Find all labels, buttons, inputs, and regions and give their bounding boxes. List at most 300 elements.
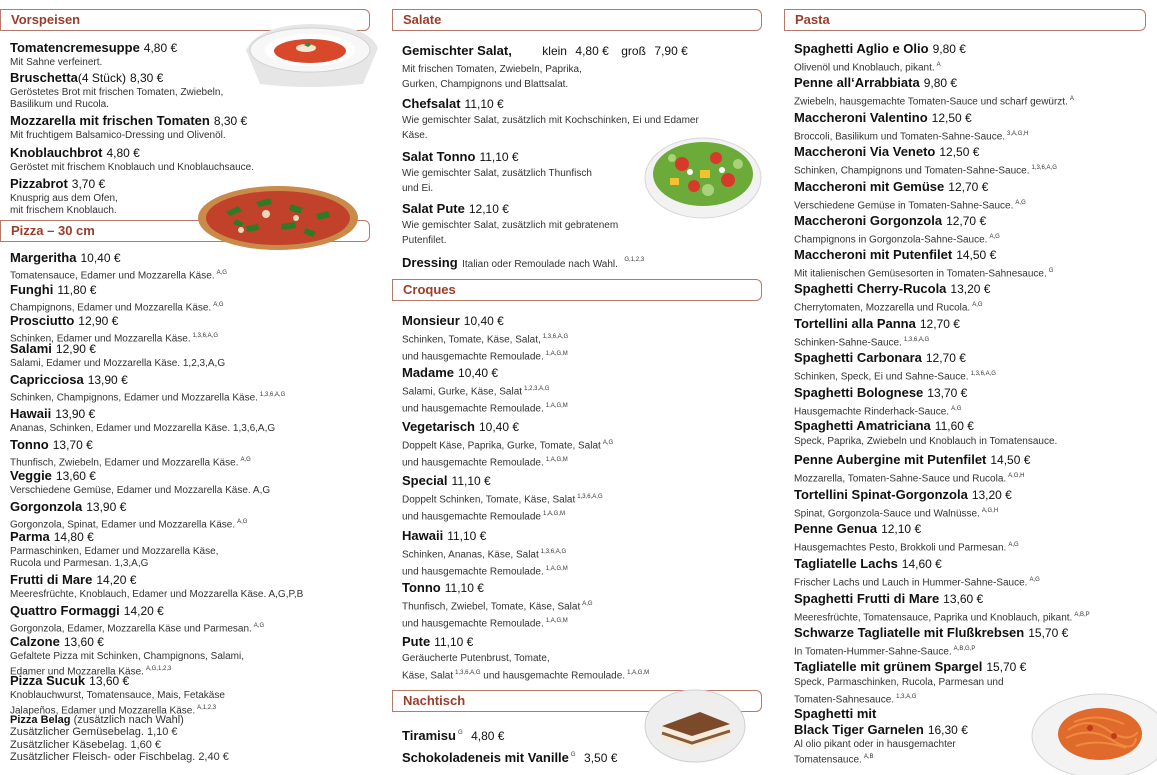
item-allergens: A,G xyxy=(951,406,962,412)
item-heading xyxy=(794,246,1053,264)
menu-item-tortellini-alla-panna xyxy=(794,315,960,350)
item-allergens: 1,A,G,M xyxy=(545,457,568,464)
item-heading xyxy=(402,364,568,382)
item-description: Verschiedene Gemüse in Tomaten-Sahne-Sauce. xyxy=(794,200,1014,212)
item-heading xyxy=(402,472,603,490)
item-heading xyxy=(794,384,967,402)
item-name: Tagliatelle mit grünem Spargel xyxy=(794,659,983,674)
item-name: Frutti di Mare xyxy=(10,572,93,587)
item-heading xyxy=(402,200,618,218)
item-heading xyxy=(794,280,990,298)
item-price: 13,20 € xyxy=(971,488,1012,502)
item-description: Ananas, Schinken, Edamer und Mozzarella Käse. 1,3,6,A,G xyxy=(10,423,276,434)
item-price-small: 4,80 € xyxy=(575,44,609,58)
item-description-block xyxy=(10,162,254,174)
item-price: 12,10 € xyxy=(881,522,922,536)
column-right xyxy=(784,0,1157,775)
item-description: Wie gemischter Salat, zusätzlich mit Kochschinken, Ei und Edamer xyxy=(402,115,699,126)
item-name: Margeritha xyxy=(10,250,77,265)
item-name: Penne Aubergine mit Putenfilet xyxy=(794,452,987,467)
item-description: und hausgemachte Remoulade. xyxy=(402,566,544,578)
menu-item-bruschetta xyxy=(10,69,223,111)
item-name: Spaghetti Bolognese xyxy=(794,385,924,400)
item-price: 13,90 € xyxy=(55,407,96,421)
item-size-small: klein xyxy=(542,44,567,58)
item-description: Salami, Edamer und Mozzarella Käse. 1,2,3,A,G xyxy=(10,358,226,369)
section-header-vorspeisen: Vorspeisen xyxy=(0,9,370,31)
item-description-block xyxy=(10,423,275,435)
item-description-block xyxy=(402,166,592,196)
item-allergens: A,G xyxy=(1029,577,1040,583)
item-description-block xyxy=(10,389,285,404)
item-description: Champignons, Edamer und Mozzarella Käse. xyxy=(10,302,212,314)
item-description: Hausgemachte Rinderhack-Sauce. xyxy=(794,406,950,418)
menu-item-croque-pute xyxy=(402,633,649,683)
item-name: Pute xyxy=(402,634,431,649)
item-description-block xyxy=(794,367,996,384)
item-heading xyxy=(10,312,218,330)
item-description: und hausgemachte Remoulade. xyxy=(402,457,544,469)
item-heading xyxy=(10,571,303,589)
item-description: Gorgonzola, Spinat, Edamer und Mozzarella Käse. xyxy=(10,519,236,531)
item-name: Spaghetti Amatriciana xyxy=(794,418,931,433)
item-description: und hausgemachte Remoulade. xyxy=(402,351,544,363)
item-name: Hawaii xyxy=(402,528,444,543)
item-description: Parmaschinken, Edamer und Mozzarella Käse, xyxy=(10,546,219,557)
item-name: Monsieur xyxy=(402,313,460,328)
menu-item-croque-hawaii xyxy=(402,527,568,580)
item-description: Schinken, Ananas, Käse, Salat xyxy=(402,549,539,561)
item-price: 15,70 € xyxy=(1028,626,1069,640)
item-description-block xyxy=(402,545,568,580)
item-allergens: A,G xyxy=(1008,542,1019,548)
item-price: 11,10 € xyxy=(451,474,491,488)
item-price: 13,20 € xyxy=(950,282,991,296)
item-name: Hawaii xyxy=(10,406,52,421)
item-price: 13,60 € xyxy=(63,635,104,649)
item-heading xyxy=(10,467,270,485)
item-price: 10,40 € xyxy=(479,420,520,434)
item-name: Calzone xyxy=(10,634,60,649)
section-header-pasta: Pasta xyxy=(784,9,1146,31)
item-name: Tagliatelle Lachs xyxy=(794,556,898,571)
item-heading xyxy=(10,405,275,423)
item-description-block xyxy=(794,230,1000,247)
item-description: Knoblauchwurst, Tomatensauce, Mais, Fetakäse xyxy=(10,690,225,701)
menu-item-quattro-formaggi xyxy=(10,602,264,635)
item-allergens: 1,3,6,A,G xyxy=(577,494,603,500)
item-description-block xyxy=(402,218,618,248)
item-price: 12,90 € xyxy=(55,342,96,356)
item-allergens: 1,A,G,M xyxy=(542,511,565,518)
item-heading xyxy=(402,579,593,597)
item-price: 12,50 € xyxy=(939,145,980,159)
item-heading xyxy=(794,486,1012,504)
item-price: 11,10 € xyxy=(464,97,504,111)
item-description: Olivenöl und Knoblauch, pikant. xyxy=(794,62,935,74)
item-description: und hausgemachte Remoulade. xyxy=(483,670,626,682)
menu-item-schokoladeneis xyxy=(402,749,617,767)
item-name: Tonno xyxy=(402,580,441,595)
item-description: Cherrytomaten, Mozzarella und Rucola. xyxy=(794,302,971,314)
item-price: 14,50 € xyxy=(956,248,997,262)
item-heading xyxy=(794,178,1026,196)
item-name: Schwarze Tagliatelle mit Flußkrebsen xyxy=(794,625,1025,640)
item-description: Doppelt Schinken, Tomate, Käse, Salat xyxy=(402,494,576,506)
item-price: 12,70 € xyxy=(925,351,966,365)
item-name: Penne all‘Arrabbiata xyxy=(794,75,920,90)
item-heading xyxy=(402,95,699,113)
item-name: Spaghetti Cherry-Rucola xyxy=(794,281,947,296)
column-left xyxy=(0,0,385,775)
item-heading xyxy=(794,624,1068,642)
item-allergens: 1,A,G,M xyxy=(545,351,568,358)
menu-item-tonno xyxy=(10,436,251,469)
item-price: 14,50 € xyxy=(990,453,1031,467)
item-description-block xyxy=(10,589,303,601)
item-price: 4,80 € xyxy=(106,146,140,160)
item-heading xyxy=(794,315,960,333)
item-price: 11,10 € xyxy=(479,150,519,164)
item-heading xyxy=(402,418,613,436)
item-allergens: 3,A,G,H xyxy=(1007,131,1029,137)
item-description: Mit frischen Tomaten, Zwiebeln, Paprika, xyxy=(402,64,582,75)
item-heading xyxy=(10,672,225,690)
item-heading xyxy=(794,520,1019,538)
belag-line: Zusätzlicher Käsebelag. 1,60 € xyxy=(10,738,162,751)
item-price: 8,30 € xyxy=(213,114,248,128)
item-allergens: 1,3,6,A,G xyxy=(542,334,569,340)
pizza-belag-note: (zusätzlich nach Wahl) xyxy=(73,714,184,726)
item-heading xyxy=(10,340,225,358)
menu-item-croque-madame xyxy=(402,364,568,417)
item-allergens: A,G,1,2,3 xyxy=(145,666,172,672)
item-allergens: A,G xyxy=(582,601,593,607)
menu-item-spaghetti-frutti-di-mare xyxy=(794,590,1090,625)
menu-item-maccheroni-gorgonzola xyxy=(794,212,1000,247)
item-description: Meeresfrüchte, Knoblauch, Edamer und Mozzarella Käse. A,G,P,B xyxy=(10,589,304,600)
menu-item-spaghetti-garnelen xyxy=(794,706,968,766)
item-description: Putenfilet. xyxy=(402,235,447,246)
item-description-block xyxy=(794,298,990,315)
item-price: 16,30 € xyxy=(927,723,968,737)
menu-item-schwarze-tagliatelle-mit-flukrebsen xyxy=(794,624,1068,659)
item-description: Käse. xyxy=(402,130,428,141)
menu-item-maccheroni-valentino xyxy=(794,109,1028,144)
item-price: 4,80 € xyxy=(143,41,178,55)
menu-item-salami xyxy=(10,340,225,370)
item-price: 12,50 € xyxy=(931,111,972,125)
section-header-salate: Salate xyxy=(392,9,762,31)
item-name: Maccheroni mit Putenfilet xyxy=(794,247,953,262)
item-price: 3,70 € xyxy=(71,177,106,191)
item-heading xyxy=(794,555,1040,573)
item-description: Al olio pikant oder in hausgemachter xyxy=(794,739,956,750)
item-name: Pizzabrot xyxy=(10,176,68,191)
item-description: Tomatensauce, Edamer und Mozzarella Käse. xyxy=(10,270,215,282)
item-allergens: A,G xyxy=(602,440,614,446)
item-description: Mit Sahne verfeinert. xyxy=(10,57,103,68)
pizza-image xyxy=(196,184,361,252)
item-description: Geröstet mit frischem Knoblauch und Knoblauchsauce. xyxy=(10,162,255,173)
item-heading xyxy=(402,312,568,330)
item-description: Zwiebeln, hausgemachte Tomaten-Sauce und scharf gewürzt. xyxy=(794,96,1068,108)
item-description: Mit italienischen Gemüsesorten in Tomaten-Sahnesauce. xyxy=(794,268,1047,280)
item-description-block xyxy=(10,87,223,111)
belag-line: Zusätzlicher Fleisch- oder Fischbelag. 2,40 € xyxy=(10,751,229,763)
item-allergens: 1,3,A,G xyxy=(896,694,917,700)
item-allergens: A,G xyxy=(253,623,265,629)
item-allergens: 1,3,6,A,G xyxy=(540,549,567,555)
item-description-block xyxy=(10,193,118,217)
menu-item-parma xyxy=(10,528,218,570)
item-price: 13,60 € xyxy=(943,592,984,606)
item-description: In Tomaten-Hummer-Sahne-Sauce. xyxy=(794,646,952,658)
item-price: 11,80 € xyxy=(57,283,97,297)
item-description-block xyxy=(794,676,1026,707)
item-description: Wie gemischter Salat, zusätzlich Thunfisch xyxy=(402,168,592,179)
menu-item-spaghetti-bolognese xyxy=(794,384,967,419)
menu-item-tomatencremesuppe xyxy=(10,39,177,69)
item-heading xyxy=(10,371,285,389)
menu-item-croque-special xyxy=(402,472,603,525)
item-description-block xyxy=(402,330,568,365)
item-heading xyxy=(10,436,251,454)
item-price: 4,80 € xyxy=(471,729,505,743)
item-allergens: G xyxy=(570,751,576,758)
menu-item-pizzabrot xyxy=(10,175,118,217)
item-description-block xyxy=(794,92,1074,109)
item-heading xyxy=(794,349,996,367)
item-price: 10,40 € xyxy=(458,366,499,380)
item-description: Frischer Lachs und Lauch in Hummer-Sahne-Sauce. xyxy=(794,577,1028,589)
item-description: und hausgemachte Remoulade. xyxy=(402,403,544,415)
item-name: Spaghetti Frutti di Mare xyxy=(794,591,940,606)
item-name: Spaghetti mit xyxy=(794,706,877,721)
item-name: Maccheroni mit Gemüse xyxy=(794,179,945,194)
item-allergens: A xyxy=(936,62,941,68)
item-name: Salami xyxy=(10,341,52,356)
item-description: Gurken, Champignons und Blattsalat. xyxy=(402,79,569,90)
item-price: 11,10 € xyxy=(444,581,484,595)
menu-item-spaghetti-aglio-e-olio xyxy=(794,40,966,75)
item-name: Maccheroni Gorgonzola xyxy=(794,213,943,228)
item-allergens: A,G xyxy=(237,519,248,525)
item-price: 15,70 € xyxy=(986,660,1027,674)
item-heading xyxy=(794,40,966,58)
item-price: 12,70 € xyxy=(948,180,989,194)
item-allergens: 1,3,6,A,G xyxy=(192,333,219,339)
item-allergens: 1,3,6,A,G xyxy=(970,371,996,377)
item-allergens: 1,3,6,A,G xyxy=(1031,165,1057,171)
item-description-block xyxy=(794,264,1053,281)
menu-item-croque-vegetarisch xyxy=(402,418,613,471)
item-price: 11,10 € xyxy=(447,529,487,543)
item-description-block xyxy=(402,382,568,417)
item-description-block xyxy=(402,597,593,632)
item-name: Madame xyxy=(402,365,455,380)
item-price: 13,90 € xyxy=(86,500,127,514)
menu-item-salat-tonno xyxy=(402,148,592,196)
item-price: 10,40 € xyxy=(463,314,504,328)
item-name: Bruschetta xyxy=(10,70,78,85)
item-heading xyxy=(10,112,247,130)
tomato-soup-image xyxy=(238,18,383,88)
item-description: Italian oder Remoulade nach Wahl. xyxy=(462,259,618,270)
item-description-block xyxy=(794,504,1012,521)
item-name: Capricciosa xyxy=(10,372,84,387)
item-allergens: G xyxy=(457,729,463,736)
item-price: 12,70 € xyxy=(919,317,960,331)
item-description-block xyxy=(10,546,218,570)
item-description: Thunfisch, Zwiebeln, Edamer und Mozzarella Käse. xyxy=(10,457,239,469)
item-heading xyxy=(402,148,592,166)
item-description: Speck, Parmaschinken, Rucola, Parmesan und xyxy=(794,677,1004,688)
menu-item-hawaii xyxy=(10,405,275,435)
salad-image xyxy=(642,130,764,222)
section-header-pizza: Pizza – 30 cm xyxy=(0,220,370,242)
item-description-block xyxy=(794,469,1030,486)
item-allergens: A,G xyxy=(989,234,1000,240)
item-allergens: A,G xyxy=(216,270,227,276)
item-description: Schinken, Champignons und Tomaten-Sahne-Sauce. xyxy=(794,165,1030,177)
item-name: Black Tiger Garnelen xyxy=(794,722,924,737)
item-name: Special xyxy=(402,473,448,488)
item-description: Geröstetes Brot mit frischen Tomaten, Zwiebeln, xyxy=(10,87,224,98)
item-allergens: 1,2,3,A,G xyxy=(524,386,550,392)
menu-item-penne-allarrabbiata xyxy=(794,74,1074,109)
item-description: Rucola und Parmesan. 1,3,A,G xyxy=(10,558,149,569)
item-description: Gorgonzola, Edamer, Mozzarella Käse und Parmesan. xyxy=(10,623,252,635)
item-heading xyxy=(10,249,227,267)
item-price: 13,70 € xyxy=(927,386,968,400)
item-price: 14,60 € xyxy=(901,557,942,571)
item-description-block xyxy=(794,608,1090,625)
item-description: Verschiedene Gemüse, Edamer und Mozzarella Käse. A,G xyxy=(10,485,271,496)
menu-item-veggie xyxy=(10,467,270,497)
item-description: und hausgemachte Remoulade xyxy=(402,511,541,523)
item-allergens: G,1,2,3 xyxy=(624,256,645,263)
menu-item-maccheroni-mit-putenfilet xyxy=(794,246,1053,281)
item-heading xyxy=(794,451,1030,469)
section-header-croques: Croques xyxy=(392,279,762,301)
item-description: und Ei. xyxy=(402,183,434,194)
menu-item-frutti-di-mare xyxy=(10,571,303,601)
item-description: Mozzarella, Tomaten-Sahne-Sauce und Rucola. xyxy=(794,473,1007,485)
item-price-large: 7,90 € xyxy=(654,44,688,58)
item-description: Edamer und Mozzarella Käse. xyxy=(10,666,144,678)
item-description: Tomatensauce. xyxy=(794,754,862,766)
item-heading xyxy=(10,39,177,57)
menu-item-mozzarella-mit-frischen-tomaten xyxy=(10,112,247,142)
item-allergens: A,B,P xyxy=(1074,612,1090,618)
tiramisu-image xyxy=(644,686,746,764)
item-allergens: 1,3,6,A,G xyxy=(455,670,481,676)
item-name: Dressing xyxy=(402,255,458,270)
section-header-nachtisch: Nachtisch xyxy=(392,690,762,712)
item-description: Tomaten-Sahnesauce. xyxy=(794,694,895,706)
item-price: 12,90 € xyxy=(78,314,119,328)
item-name: Penne Genua xyxy=(794,521,878,536)
item-price: 14,20 € xyxy=(96,573,137,587)
item-name: Tiramisu xyxy=(402,728,456,743)
item-description: Schinken, Tomate, Käse, Salat, xyxy=(402,334,541,346)
item-name: Maccheroni Valentino xyxy=(794,110,928,125)
menu-item-croque-monsieur xyxy=(402,312,568,365)
item-name: Veggie xyxy=(10,468,52,483)
menu-item-funghi xyxy=(10,281,224,314)
item-name: Spaghetti Aglio e Olio xyxy=(794,41,929,56)
menu-item-capricciosa xyxy=(10,371,285,404)
menu-item-maccheroni-via-veneto xyxy=(794,143,1057,178)
menu-item-tiramisu xyxy=(402,727,504,745)
menu-item-margeritha xyxy=(10,249,227,282)
item-heading xyxy=(794,590,1090,608)
item-name: Salat Pute xyxy=(402,201,465,216)
item-price: 9,80 € xyxy=(932,42,966,56)
item-name: Tomatencremesuppe xyxy=(10,40,140,55)
item-heading xyxy=(794,658,1026,676)
item-description: Hausgemachtes Pesto, Brokkoli und Parmesan. xyxy=(794,542,1007,554)
menu-item-tagliatelle-lachs xyxy=(794,555,1040,590)
menu-item-knoblauchbrot xyxy=(10,144,254,174)
item-description-block xyxy=(402,490,603,525)
item-heading xyxy=(794,143,1057,161)
item-allergens: 1,3,6,A,G xyxy=(903,337,930,343)
item-allergens: A,G xyxy=(1015,200,1026,206)
item-allergens: A,G,H xyxy=(981,508,999,514)
item-description: Salami, Gurke, Käse, Salat xyxy=(402,386,523,398)
item-name: Prosciutto xyxy=(10,313,75,328)
item-name: Mozzarella mit frischen Tomaten xyxy=(10,113,210,128)
menu-item-salat-pute xyxy=(402,200,618,248)
item-name: Knoblauchbrot xyxy=(10,145,103,160)
item-name: Tortellini Spinat-Gorgonzola xyxy=(794,487,968,502)
menu-item-dressing xyxy=(402,254,644,272)
item-allergens: A,B,G,P xyxy=(953,646,976,652)
item-heading xyxy=(10,528,218,546)
menu-item-penne-aubergine-mit-putenfilet xyxy=(794,451,1030,486)
item-price: 12,10 € xyxy=(468,202,509,216)
item-description: Broccoli, Basilikum und Tomaten-Sahne-Sauce. xyxy=(794,131,1006,143)
item-description-block xyxy=(794,333,960,350)
item-description: Geräucherte Putenbrust, Tomate, xyxy=(402,653,550,664)
menu-item-croque-tonno xyxy=(402,579,593,632)
item-description-block xyxy=(402,436,613,471)
menu-item-tortellini-spinat-gorgonzola xyxy=(794,486,1012,521)
item-name: Spaghetti Carbonara xyxy=(794,350,922,365)
item-allergens: G xyxy=(1048,268,1054,274)
item-description: Basilikum und Rucola. xyxy=(10,99,109,110)
item-description: Speck, Paprika, Zwiebeln und Knoblauch in Tomatensauce. xyxy=(794,436,1058,447)
item-heading xyxy=(10,633,244,651)
item-allergens: A xyxy=(1069,96,1074,102)
item-price: 13,60 € xyxy=(55,469,96,483)
item-allergens: A,G xyxy=(972,302,983,308)
item-heading xyxy=(10,498,247,516)
item-description-block xyxy=(10,485,270,497)
item-name: Gemischter Salat, xyxy=(402,43,512,58)
menu-item-penne-genua xyxy=(794,520,1019,555)
menu-item-gemischter-salat xyxy=(402,42,688,92)
item-allergens: 1,A,G,M xyxy=(627,670,650,676)
menu-item-tagliatelle-mit-grunem-spargel xyxy=(794,658,1026,707)
item-heading xyxy=(10,144,254,162)
item-allergens: A,1,2,3 xyxy=(197,705,217,711)
item-description: Käse, Salat xyxy=(402,670,454,682)
item-heading xyxy=(794,212,1000,230)
item-description: und hausgemachte Remoulade. xyxy=(402,618,544,630)
